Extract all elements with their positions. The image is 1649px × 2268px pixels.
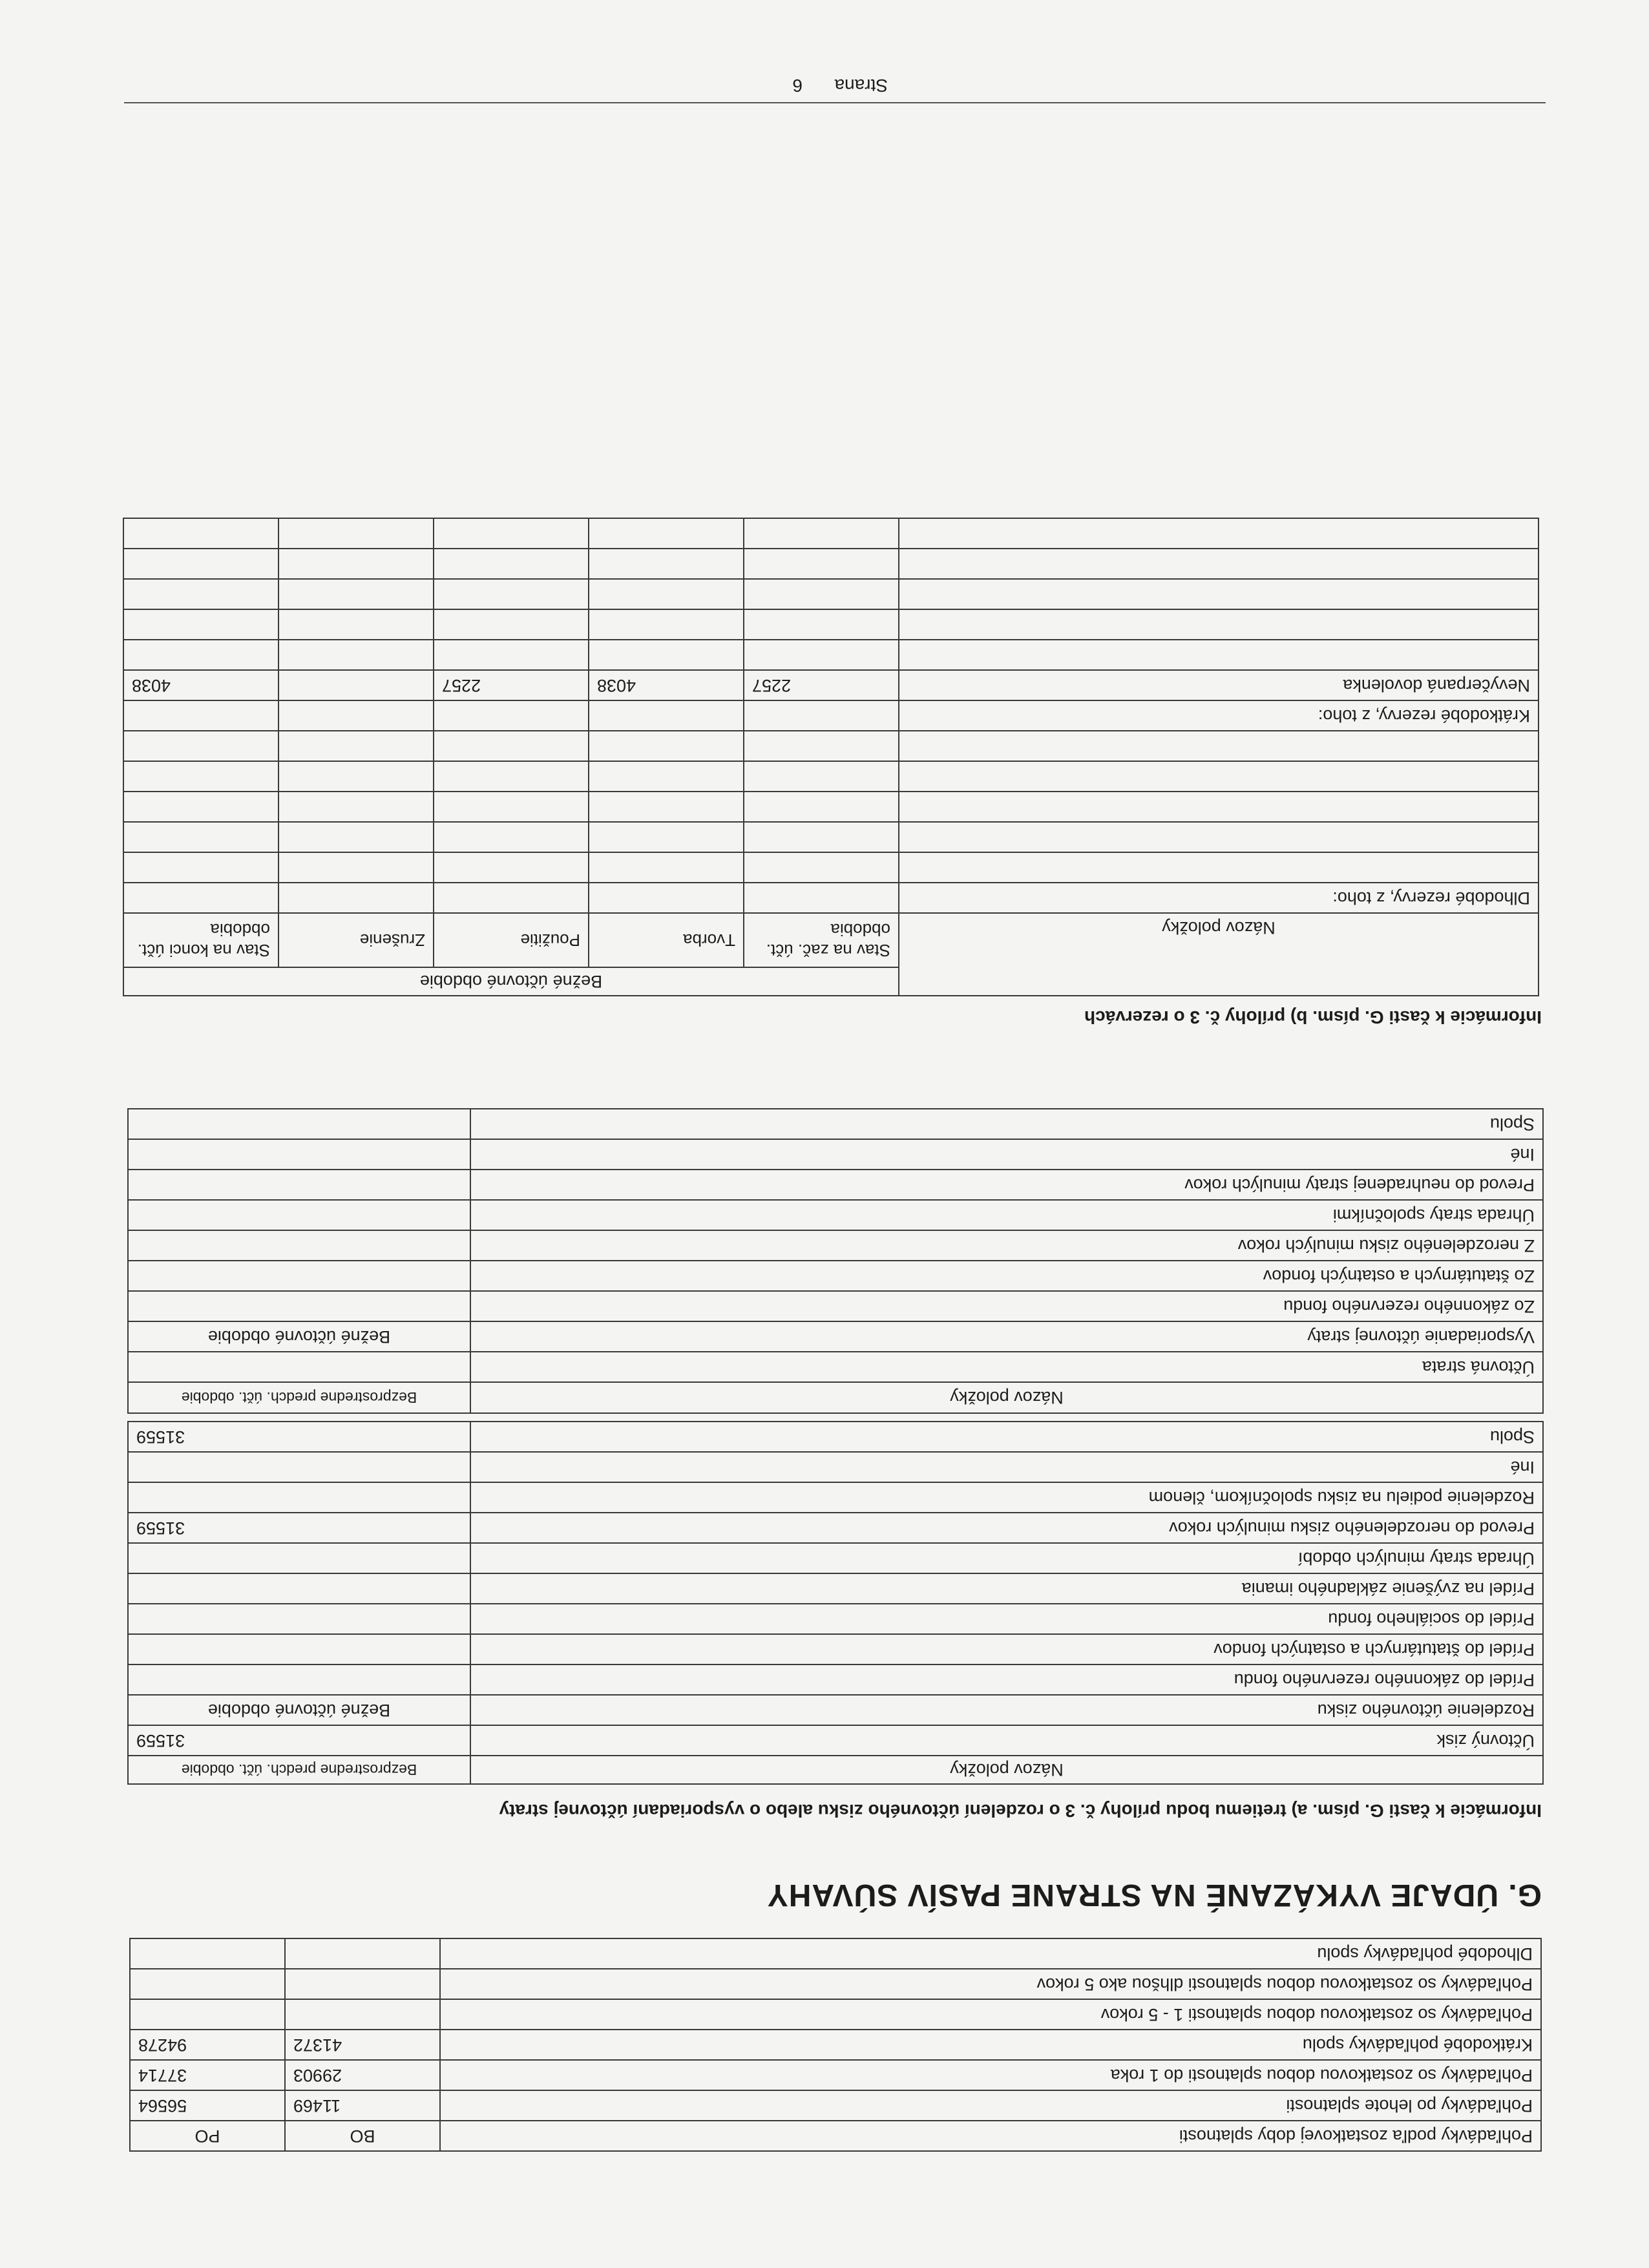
reserves-row-use	[434, 792, 589, 822]
reserves-row-use	[434, 609, 589, 640]
receivables-header-row	[130, 2121, 1541, 2151]
table-row	[128, 1543, 1543, 1573]
reserves-row-end	[123, 852, 278, 883]
reserves-row-label	[899, 731, 1539, 761]
loss-row-value	[128, 1352, 470, 1382]
table-row	[130, 2030, 1541, 2060]
reserves-header-label: Názov položky	[899, 913, 1539, 996]
table-row	[123, 518, 1539, 549]
reserves-row-create	[589, 731, 744, 761]
loss-row-label: Iné	[470, 1139, 1543, 1170]
reserves-row-cancel	[278, 822, 434, 852]
reserves-row-cancel	[278, 700, 434, 731]
reserves-row-cancel	[278, 579, 434, 609]
reserves-row-start	[744, 731, 899, 761]
reserves-table	[123, 518, 1539, 996]
reserves-row-cancel	[278, 761, 434, 792]
reserves-header-group: Bežné účtovné obdobie	[123, 967, 899, 996]
table-row	[123, 670, 1539, 700]
loss-row-label: Účtovná strata	[470, 1352, 1543, 1382]
profit-row-label: Prídel do zákonného rezervného fondu	[470, 1664, 1543, 1695]
table-row	[123, 700, 1539, 731]
reserves-row-cancel	[278, 518, 434, 549]
reserves-row-create	[589, 761, 744, 792]
loss-header-value: Bezprostredne predch. účt. obdobie	[128, 1382, 470, 1413]
page-number	[792, 75, 888, 96]
table-row	[123, 822, 1539, 852]
reserves-row-use	[434, 579, 589, 609]
table-row	[130, 2060, 1541, 2090]
receivables-table-block	[129, 1938, 1542, 2152]
reserves-row-end	[123, 761, 278, 792]
reserves-row-label: Nevyčerpaná dovolenka	[899, 670, 1539, 700]
table-row	[128, 1634, 1543, 1664]
table-row	[128, 1170, 1543, 1200]
table-row	[130, 1969, 1541, 1999]
profit-row-value	[128, 1482, 470, 1513]
table-row	[128, 1604, 1543, 1634]
profit-row-value	[128, 1452, 470, 1482]
table-row	[123, 731, 1539, 761]
profit-row-value	[128, 1664, 470, 1695]
table-row	[123, 640, 1539, 670]
reserves-row-end	[123, 700, 278, 731]
reserves-row-create	[589, 852, 744, 883]
reserves-row-label	[899, 549, 1539, 579]
receivables-row-po	[130, 1969, 285, 1999]
receivables-row-label: Pohľadávky po lehote splatnosti	[440, 2090, 1541, 2121]
profit-header-label: Názov položky	[470, 1756, 1543, 1784]
reserves-row-use	[434, 640, 589, 670]
page-number-value: 6	[792, 76, 803, 96]
receivables-row-label: Krátkodobé pohľadávky spolu	[440, 2030, 1541, 2060]
receivables-row-label: Pohľadávky so zostatkovou dobou splatnosti 1 - 5 rokov	[440, 1999, 1541, 2030]
profit-header-value: Bezprostredne predch. účt. obdobie	[128, 1756, 470, 1784]
reserves-row-start	[744, 518, 899, 549]
reserves-row-start: 2257	[744, 670, 899, 700]
loss-row-value	[128, 1291, 470, 1321]
loss-row-label: Vysporiadanie účtovnej straty	[470, 1321, 1543, 1352]
profit-subheading: Informácie k časti G. písm. a) tretiemu bodu prílohy č. 3 o rozdelení účtovného zisku alebo o vysporiadaní účtovnej straty	[499, 1801, 1542, 1821]
reserves-row-label	[899, 792, 1539, 822]
table-row	[128, 1452, 1543, 1482]
profit-row-label: Prevod do nerozdeleného zisku minulých rokov	[470, 1513, 1543, 1543]
loss-row-value	[128, 1139, 470, 1170]
profit-row-value: Bežné účtovné obdobie	[128, 1695, 470, 1725]
reserves-row-end	[123, 640, 278, 670]
receivables-row-bo	[285, 1999, 440, 2030]
reserves-row-start	[744, 761, 899, 792]
table-row	[123, 883, 1539, 913]
table-row	[128, 1230, 1543, 1261]
profit-row-value	[128, 1634, 470, 1664]
reserves-header-row-1	[123, 967, 1539, 996]
reserves-row-cancel	[278, 731, 434, 761]
reserves-row-start	[744, 579, 899, 609]
reserves-row-cancel	[278, 670, 434, 700]
profit-row-label: Prídel do sociálneho fondu	[470, 1604, 1543, 1634]
loss-header-label: Názov položky	[470, 1382, 1543, 1413]
reserves-row-end	[123, 792, 278, 822]
loss-row-value: Bežné účtovné obdobie	[128, 1321, 470, 1352]
table-row	[123, 792, 1539, 822]
profit-row-value: 31559	[128, 1725, 470, 1756]
reserves-row-label	[899, 761, 1539, 792]
receivables-header-bo: BO	[285, 2121, 440, 2151]
reserves-row-label	[899, 640, 1539, 670]
receivables-header-po: PO	[130, 2121, 285, 2151]
reserves-row-end	[123, 579, 278, 609]
table-row	[128, 1573, 1543, 1604]
profit-header-row	[128, 1756, 1543, 1784]
reserves-row-use	[434, 518, 589, 549]
profit-row-label: Účtovný zisk	[470, 1725, 1543, 1756]
reserves-row-cancel	[278, 640, 434, 670]
receivables-row-label: Pohľadávky so zostatkovou dobou splatnosti dlhšou ako 5 rokov	[440, 1969, 1541, 1999]
profit-row-label: Rozdelenie účtovného zisku	[470, 1695, 1543, 1725]
profit-row-value	[128, 1604, 470, 1634]
table-row	[128, 1695, 1543, 1725]
reserves-row-start	[744, 609, 899, 640]
reserves-row-end	[123, 822, 278, 852]
reserves-row-label	[899, 852, 1539, 883]
loss-row-label: Zo štatutárnych a ostatných fondov	[470, 1261, 1543, 1291]
reserves-row-end	[123, 883, 278, 913]
reserves-row-create	[589, 883, 744, 913]
loss-row-label: Spolu	[470, 1109, 1543, 1139]
loss-row-label: Z nerozdeleného zisku minulých rokov	[470, 1230, 1543, 1261]
table-row	[123, 761, 1539, 792]
reserves-row-end: 4038	[123, 670, 278, 700]
profit-row-label: Rozdelenie podielu na zisku spoločníkom, členom	[470, 1482, 1543, 1513]
reserves-row-cancel	[278, 883, 434, 913]
reserves-row-use	[434, 852, 589, 883]
table-row	[130, 2090, 1541, 2121]
receivables-row-bo	[285, 1938, 440, 1969]
table-row	[123, 609, 1539, 640]
footer-rule	[124, 102, 1546, 103]
reserves-row-create	[589, 792, 744, 822]
page-label: Strana	[834, 76, 888, 96]
reserves-row-label: Krátkodobé rezervy, z toho:	[899, 700, 1539, 731]
reserves-row-end	[123, 609, 278, 640]
reserves-col-use: Použitie	[434, 913, 589, 967]
table-row	[123, 549, 1539, 579]
reserves-subheading: Informácie k časti G. písm. b) prílohy č. 3 o rezervách	[1084, 1007, 1542, 1027]
reserves-row-create: 4038	[589, 670, 744, 700]
table-row	[128, 1261, 1543, 1291]
reserves-row-start	[744, 549, 899, 579]
reserves-row-use	[434, 761, 589, 792]
loss-table	[127, 1108, 1544, 1414]
reserves-row-create	[589, 700, 744, 731]
reserves-row-use	[434, 700, 589, 731]
profit-row-label: Prídel do štatutárnych a ostatných fondov	[470, 1634, 1543, 1664]
reserves-row-cancel	[278, 792, 434, 822]
reserves-row-start	[744, 640, 899, 670]
reserves-row-label: Dlhodobé rezervy, z toho:	[899, 883, 1539, 913]
reserves-col-start: Stav na zač. účt. obdobia	[744, 913, 899, 967]
table-row	[123, 579, 1539, 609]
profit-row-value	[128, 1573, 470, 1604]
profit-row-label: Úhrada straty minulých období	[470, 1543, 1543, 1573]
table-row	[130, 1938, 1541, 1969]
profit-row-value: 31559	[128, 1513, 470, 1543]
table-row	[128, 1725, 1543, 1756]
reserves-row-start	[744, 852, 899, 883]
profit-row-label: Prídel na zvýšenie základného imania	[470, 1573, 1543, 1604]
table-row	[128, 1291, 1543, 1321]
profit-row-value: 31559	[128, 1422, 470, 1452]
reserves-row-cancel	[278, 609, 434, 640]
reserves-col-create: Tvorba	[589, 913, 744, 967]
profit-row-value	[128, 1543, 470, 1573]
reserves-row-create	[589, 822, 744, 852]
receivables-row-bo: 11469	[285, 2090, 440, 2121]
receivables-row-po: 94278	[130, 2030, 285, 2060]
loss-row-value	[128, 1109, 470, 1139]
loss-row-value	[128, 1200, 470, 1230]
loss-row-label: Úhrada straty spoločníkmi	[470, 1200, 1543, 1230]
reserves-row-end	[123, 549, 278, 579]
profit-row-label: Spolu	[470, 1422, 1543, 1452]
section-g-heading: G. ÚDAJE VYKÁZANÉ NA STRANE PASÍV SÚVAHY	[766, 1878, 1542, 1912]
reserves-row-label	[899, 518, 1539, 549]
reserves-row-start	[744, 822, 899, 852]
receivables-row-label: Dlhodobé pohľadávky spolu	[440, 1938, 1541, 1969]
reserves-row-cancel	[278, 852, 434, 883]
reserves-row-create	[589, 579, 744, 609]
reserves-row-create	[589, 609, 744, 640]
profit-row-label: Iné	[470, 1452, 1543, 1482]
table-row	[128, 1200, 1543, 1230]
reserves-col-cancel: Zrušenie	[278, 913, 434, 967]
loss-row-value	[128, 1170, 470, 1200]
reserves-row-use	[434, 822, 589, 852]
loss-row-label: Zo zákonného rezervného fondu	[470, 1291, 1543, 1321]
reserves-row-create	[589, 518, 744, 549]
receivables-row-po: 37714	[130, 2060, 285, 2090]
reserves-row-use	[434, 731, 589, 761]
receivables-row-bo	[285, 1969, 440, 1999]
loss-row-label: Prevod do neuhradenej straty minulých rokov	[470, 1170, 1543, 1200]
reserves-row-start	[744, 700, 899, 731]
receivables-row-po: 56564	[130, 2090, 285, 2121]
reserves-row-use	[434, 549, 589, 579]
reserves-row-use: 2257	[434, 670, 589, 700]
receivables-table	[129, 1938, 1542, 2152]
table-row	[128, 1321, 1543, 1352]
table-row	[128, 1139, 1543, 1170]
table-row	[128, 1109, 1543, 1139]
reserves-row-start	[744, 883, 899, 913]
table-row	[128, 1352, 1543, 1382]
loss-row-value	[128, 1261, 470, 1291]
loss-row-value	[128, 1230, 470, 1261]
reserves-row-cancel	[278, 549, 434, 579]
reserves-row-end	[123, 731, 278, 761]
table-row	[123, 852, 1539, 883]
receivables-row-po	[130, 1938, 285, 1969]
table-row	[130, 1999, 1541, 2030]
loss-table-block	[127, 1108, 1544, 1414]
receivables-row-po	[130, 1999, 285, 2030]
table-row	[128, 1482, 1543, 1513]
receivables-header-label: Pohľadávky podľa zostatkovej doby splatnosti	[440, 2121, 1541, 2151]
table-row	[128, 1422, 1543, 1452]
reserves-row-label	[899, 609, 1539, 640]
reserves-row-create	[589, 640, 744, 670]
profit-table-block	[127, 1421, 1544, 1785]
loss-header-row	[128, 1382, 1543, 1413]
reserves-table-block	[123, 518, 1539, 996]
reserves-col-end: Stav na konci účt. obdobia	[123, 913, 278, 967]
reserves-row-label	[899, 579, 1539, 609]
receivables-row-bo: 29903	[285, 2060, 440, 2090]
reserves-row-use	[434, 883, 589, 913]
receivables-row-label: Pohľadávky so zostatkovou dobou splatnosti do 1 roka	[440, 2060, 1541, 2090]
reserves-row-create	[589, 549, 744, 579]
reserves-row-end	[123, 518, 278, 549]
profit-table	[127, 1421, 1544, 1785]
table-row	[128, 1513, 1543, 1543]
reserves-row-start	[744, 792, 899, 822]
reserves-row-label	[899, 822, 1539, 852]
table-row	[128, 1664, 1543, 1695]
receivables-row-bo: 41372	[285, 2030, 440, 2060]
